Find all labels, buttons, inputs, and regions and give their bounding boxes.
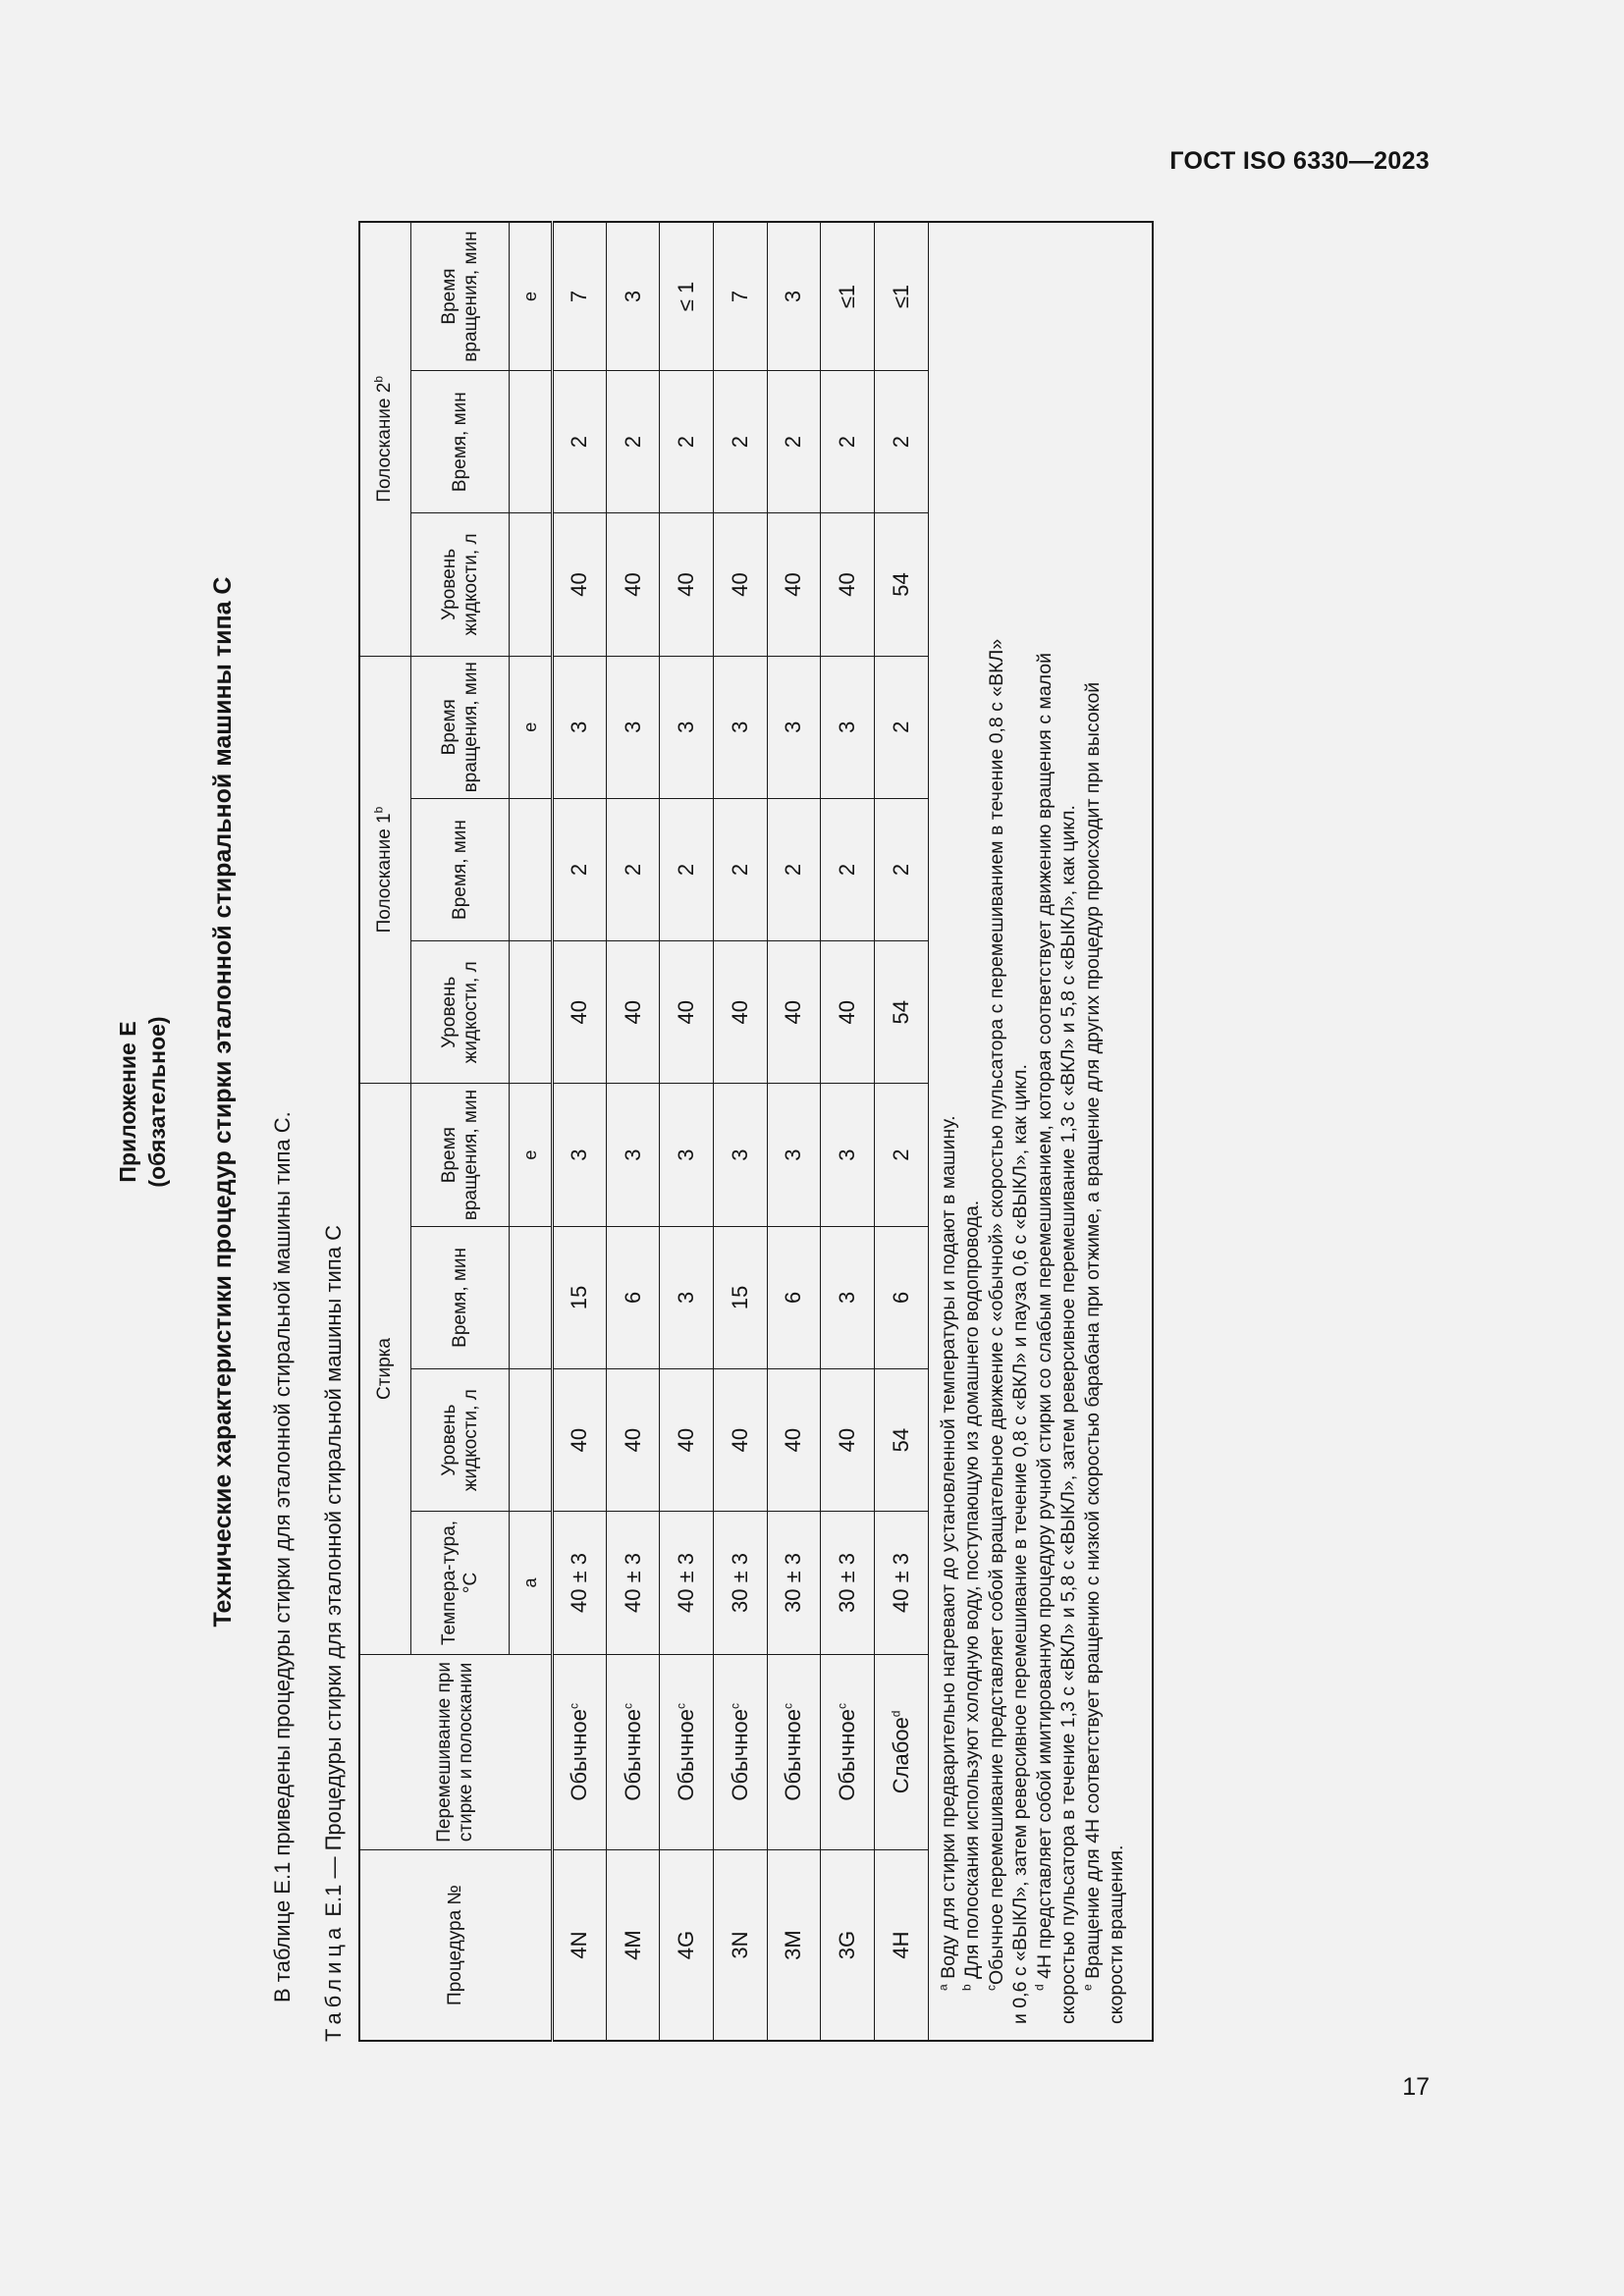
cell-r2-level: 40 (606, 513, 660, 656)
cell-agitation: Обычное$^c$ (714, 1654, 768, 1850)
cell-r2-time: 2 (714, 371, 768, 513)
cell-r1-spin: 3 (821, 656, 875, 798)
cell-proc: 4H (874, 1850, 928, 2041)
table-row (714, 222, 768, 2041)
cell-proc: 3N (714, 1850, 768, 2041)
cell-w-level: 40 (714, 1369, 768, 1512)
footnote-continuation: скорости вращения. (1106, 1844, 1128, 2024)
header-wash: Стирка (359, 1084, 410, 1654)
ref-empty (510, 941, 553, 1084)
cell-r2-time: 2 (874, 371, 928, 513)
cell-proc: 3G (821, 1850, 875, 2041)
cell-r1-level: 40 (606, 941, 660, 1084)
header-temperature: Темпера-тура, °С (410, 1512, 510, 1654)
header-wash-time: Время, мин (410, 1226, 510, 1368)
cell-w-time: 15 (714, 1226, 768, 1368)
caption-word: Таблица (321, 1922, 346, 2042)
cell-w-time: 6 (874, 1226, 928, 1368)
ref-empty (510, 371, 553, 513)
table-caption (321, 1225, 347, 2042)
ref-empty (510, 798, 553, 940)
cell-w-spin: 3 (767, 1084, 821, 1226)
cell-r2-spin: 3 (606, 222, 660, 371)
ref-wash-spin: e (510, 1084, 553, 1226)
cell-temp: 30 ± 3 (714, 1512, 768, 1654)
cell-temp: 40 ± 3 (660, 1512, 714, 1654)
cell-r2-level: 40 (714, 513, 768, 656)
cell-proc: 4G (660, 1850, 714, 2041)
cell-w-time: 6 (767, 1226, 821, 1368)
table-row (874, 222, 928, 2041)
cell-w-level: 40 (606, 1369, 660, 1512)
cell-r1-spin: 2 (874, 656, 928, 798)
table-row (660, 222, 714, 2041)
header-rinse-1: Полоскание 1$^b$ (359, 656, 410, 1084)
cell-w-spin: 3 (714, 1084, 768, 1226)
cell-w-time: 15 (553, 1226, 607, 1368)
table-footnotes (928, 222, 1153, 2041)
header-rinse2-time: Время, мин (410, 371, 510, 513)
cell-r2-level: 54 (874, 513, 928, 656)
cell-r1-time: 2 (874, 798, 928, 940)
header-wash-spin: Время вращения, мин (410, 1084, 510, 1226)
footnotes-list (937, 233, 1129, 2024)
cell-temp: 40 ± 3 (874, 1512, 928, 1654)
cell-r2-spin: 7 (553, 222, 607, 371)
ref-empty (510, 1369, 553, 1512)
cell-w-spin: 3 (821, 1084, 875, 1226)
footnote: $^c$Обычное перемешивание представляет собой вращательное движение с «обычной» скоростью пульсатора с перемешиванием в течение 0,8 с «ВКЛ» (984, 638, 1007, 1991)
table-row (606, 222, 660, 2041)
cell-w-spin: 3 (606, 1084, 660, 1226)
cell-w-level: 40 (660, 1369, 714, 1512)
cell-r1-time: 2 (553, 798, 607, 940)
cell-r1-time: 2 (606, 798, 660, 940)
table-body (553, 222, 928, 2041)
cell-r2-spin: 3 (767, 222, 821, 371)
cell-r2-spin: ≤ 1 (660, 222, 714, 371)
cell-r2-level: 40 (660, 513, 714, 656)
cell-temp: 40 ± 3 (553, 1512, 607, 1654)
ref-temperature: a (510, 1512, 553, 1654)
cell-r1-time: 2 (660, 798, 714, 940)
header-procedure: Процедура № (359, 1850, 553, 2041)
table-row (821, 222, 875, 2041)
cell-r2-spin: 7 (714, 222, 768, 371)
ref-rinse2-spin: e (510, 222, 553, 371)
document-code: ГОСТ ISO 6330—2023 (1169, 147, 1430, 175)
footnote-continuation: и 0,6 с «ВЫКЛ», затем реверсивное перемешивание в течение 0,8 с «ВКЛ» и пауза 0,6 с «ВЫКЛ», как цикл. (1009, 1064, 1032, 2024)
cell-temp: 30 ± 3 (821, 1512, 875, 1654)
table-row (767, 222, 821, 2041)
cell-proc: 3M (767, 1850, 821, 2041)
cell-r2-time: 2 (767, 371, 821, 513)
landscape-content (113, 162, 1128, 2042)
header-agitation: Перемешивание при стирке и полоскании (359, 1654, 553, 1850)
cell-r1-spin: 3 (606, 656, 660, 798)
cell-agitation: Обычное$^c$ (767, 1654, 821, 1850)
cell-w-level: 54 (874, 1369, 928, 1512)
cell-r2-time: 2 (606, 371, 660, 513)
cell-r2-time: 2 (821, 371, 875, 513)
cell-w-level: 40 (767, 1369, 821, 1512)
cell-agitation: Обычное$^c$ (821, 1654, 875, 1850)
cell-r1-time: 2 (714, 798, 768, 940)
cell-w-spin: 3 (553, 1084, 607, 1226)
cell-r1-level: 40 (714, 941, 768, 1084)
header-rinse1-level: Уровень жидкости, л (410, 941, 510, 1084)
table-row (553, 222, 607, 2041)
cell-r1-level: 54 (874, 941, 928, 1084)
header-rinse-2: Полоскание 2$^b$ (359, 222, 410, 656)
cell-r2-time: 2 (553, 371, 607, 513)
cell-proc: 4M (606, 1850, 660, 2041)
footnote: $^b$ Для полоскания используют холодную воду, поступающую из домашнего водопровода. (959, 1200, 984, 1991)
cell-r1-level: 40 (767, 941, 821, 1084)
cell-agitation: Обычное$^c$ (553, 1654, 607, 1850)
cell-w-spin: 2 (874, 1084, 928, 1226)
cell-agitation: Обычное$^c$ (606, 1654, 660, 1850)
header-rinse2-spin: Время вращения, мин (410, 222, 510, 371)
cell-temp: 40 ± 3 (606, 1512, 660, 1654)
cell-r1-spin: 3 (553, 656, 607, 798)
ref-empty (510, 513, 553, 656)
caption-text: Е.1 — Процедуры стирки для эталонной стиральной машины типа С (321, 1225, 346, 1923)
cell-r2-level: 40 (553, 513, 607, 656)
cell-r1-time: 2 (767, 798, 821, 940)
annex-status: (обязательное) (144, 1016, 170, 1188)
cell-r2-time: 2 (660, 371, 714, 513)
cell-r1-spin: 3 (714, 656, 768, 798)
cell-r1-level: 40 (821, 941, 875, 1084)
intro-text: В таблице Е.1 приведены процедуры стирки для эталонной стиральной машины типа С. (270, 1111, 295, 2002)
cell-proc: 4N (553, 1850, 607, 2041)
header-wash-level: Уровень жидкости, л (410, 1369, 510, 1512)
cell-w-time: 3 (660, 1226, 714, 1368)
cell-w-spin: 3 (660, 1084, 714, 1226)
footnote: $^d$ 4H представляет собой имитированную процедуру ручной стирки со слабым перемешиванием, которая соответствует движению вращения с малой (1032, 652, 1056, 1991)
footnote-continuation: скоростью пульсатора в течение 1,3 с «ВКЛ» и 5,8 с «ВЫКЛ», затем реверсивное перемешивание 1,3 с «ВКЛ» и 5,8 с «ВЫКЛ», как цикл. (1057, 805, 1080, 2024)
cell-temp: 30 ± 3 (767, 1512, 821, 1654)
cell-w-level: 40 (821, 1369, 875, 1512)
ref-empty (510, 1226, 553, 1368)
cell-w-level: 40 (553, 1369, 607, 1512)
header-rinse2-level: Уровень жидкости, л (410, 513, 510, 656)
footnote: $^e$ Вращение для 4H соответствует вращению с низкой скоростью барабана при отжиме, а вращение для других процедур происходит при высокой (1080, 681, 1104, 1991)
ref-rinse1-spin: e (510, 656, 553, 798)
cell-r1-level: 40 (660, 941, 714, 1084)
cell-r2-level: 40 (821, 513, 875, 656)
annex-label: Приложение Е (115, 1021, 140, 1183)
cell-r2-spin: ≤1 (874, 222, 928, 371)
cell-r2-level: 40 (767, 513, 821, 656)
cell-agitation: Обычное$^c$ (660, 1654, 714, 1850)
header-rinse1-time: Время, мин (410, 798, 510, 940)
cell-r1-spin: 3 (660, 656, 714, 798)
cell-w-time: 3 (821, 1226, 875, 1368)
footnote: $^a$ Воду для стирки предварительно нагревают до установленной температуры и подают в машину. (936, 1115, 959, 1991)
procedures-table (358, 221, 1154, 2042)
header-rinse1-spin: Время вращения, мин (410, 656, 510, 798)
cell-r1-level: 40 (553, 941, 607, 1084)
annex-heading (113, 162, 172, 2042)
cell-r2-spin: ≤1 (821, 222, 875, 371)
cell-agitation: Слабое$^d$ (874, 1654, 928, 1850)
cell-r1-time: 2 (821, 798, 875, 940)
cell-w-time: 6 (606, 1226, 660, 1368)
cell-r1-spin: 3 (767, 656, 821, 798)
page-number: 17 (1402, 2073, 1430, 2101)
annex-title: Технические характеристики процедур стирки эталонной стиральной машины типа С (209, 576, 237, 1628)
